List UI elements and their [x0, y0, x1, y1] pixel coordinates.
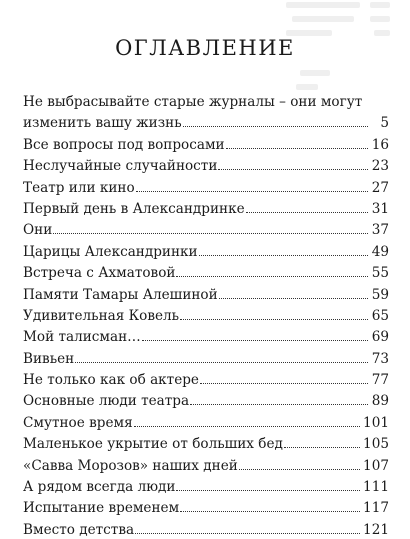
table-of-contents	[23, 92, 389, 538]
dot-leader	[219, 298, 368, 299]
toc-entry-title: Не выбрасывайте старые журналы – они могут	[23, 94, 363, 110]
page-title: ОГЛАВЛЕНИЕ	[115, 36, 295, 60]
dot-leader	[180, 511, 360, 512]
dot-leader	[135, 533, 360, 534]
toc-entry-title: Памяти Тамары Алешиной	[23, 286, 218, 303]
toc-entry-title: Смутное время	[23, 414, 133, 431]
dot-leader	[136, 191, 368, 192]
toc-entry-title: Мой талисман…	[23, 329, 141, 346]
toc-entry-page: 59	[371, 286, 389, 303]
toc-entry-title: Вивьен	[23, 350, 75, 367]
toc-entry	[23, 409, 389, 430]
toc-entry	[23, 431, 389, 452]
dot-leader	[226, 148, 368, 149]
toc-entry-title: Театр или кино	[23, 179, 135, 196]
toc-entry	[23, 238, 389, 259]
toc-entry-page: 117	[363, 500, 389, 517]
dot-leader	[176, 490, 360, 491]
toc-entry	[23, 174, 389, 195]
toc-entry-page: 101	[363, 414, 389, 431]
toc-entry	[23, 131, 389, 152]
toc-entry-page: 111	[363, 479, 389, 496]
toc-entry-page: 27	[371, 179, 389, 196]
toc-entry-title: Царицы Александринки	[23, 243, 198, 260]
toc-entry-page: 69	[371, 329, 389, 346]
toc-entry-line1	[23, 92, 389, 110]
toc-entry-title: Первый день в Александринке	[23, 200, 245, 217]
toc-entry-page: 16	[371, 136, 389, 153]
dot-leader	[53, 233, 368, 234]
toc-entry-title: Все вопросы под вопросами	[23, 136, 225, 153]
dot-leader	[75, 362, 368, 363]
toc-entry-page: 31	[371, 200, 389, 217]
toc-entry	[23, 110, 389, 131]
toc-entry-page: 55	[371, 265, 389, 282]
toc-entry-page: 5	[380, 115, 389, 132]
toc-entry	[23, 260, 389, 281]
toc-entry-page: 49	[371, 243, 389, 260]
toc-entry	[23, 345, 389, 366]
toc-entry	[23, 516, 389, 537]
dot-leader	[142, 340, 368, 341]
toc-entry	[23, 452, 389, 473]
dot-leader	[246, 212, 368, 213]
toc-entry-page: 105	[363, 436, 389, 453]
toc-entry-page: 37	[371, 222, 389, 239]
toc-entry-title: А рядом всегда люди	[23, 479, 176, 496]
toc-entry-page: 23	[371, 158, 389, 175]
toc-entry-title: Встреча с Ахматовой	[23, 265, 176, 282]
toc-entry-page: 65	[371, 307, 389, 324]
toc-entry-title: изменить вашу жизнь	[23, 115, 182, 132]
toc-entry-page: 73	[371, 350, 389, 367]
toc-entry-title: Не только как об актере	[23, 372, 199, 389]
dot-leader	[200, 383, 368, 384]
toc-entry-page: 107	[363, 457, 389, 474]
dot-leader	[180, 319, 368, 320]
dot-leader	[176, 276, 368, 277]
toc-entry-page: 77	[371, 372, 389, 389]
toc-entry-title: Неслучайные случайности	[23, 158, 218, 175]
toc-entry-title: Испытание временем	[23, 500, 180, 517]
dot-leader	[218, 169, 368, 170]
toc-entry	[23, 367, 389, 388]
dot-leader	[183, 126, 368, 127]
toc-entry	[23, 303, 389, 324]
dot-leader	[199, 255, 368, 256]
toc-entry	[23, 474, 389, 495]
toc-entry	[23, 217, 389, 238]
toc-entry	[23, 153, 389, 174]
dot-leader	[239, 469, 360, 470]
dot-leader	[134, 426, 360, 427]
toc-entry-title: Они	[23, 222, 53, 239]
toc-entry-title: Маленькое укрытие от больших бед	[23, 436, 283, 453]
toc-entry	[23, 196, 389, 217]
toc-entry	[23, 495, 389, 516]
dot-leader	[284, 447, 360, 448]
toc-entry	[23, 388, 389, 409]
toc-entry-title: «Савва Морозов» наших дней	[23, 457, 238, 474]
toc-entry-title: Основные люди театра	[23, 393, 190, 410]
toc-entry	[23, 324, 389, 345]
dot-leader	[190, 404, 368, 405]
toc-entry-title: Вместо детства	[23, 521, 135, 538]
toc-entry-title: Удивительная Ковель	[23, 307, 180, 324]
toc-entry-page: 121	[363, 521, 389, 538]
toc-entry	[23, 281, 389, 302]
toc-entry-page: 89	[371, 393, 389, 410]
